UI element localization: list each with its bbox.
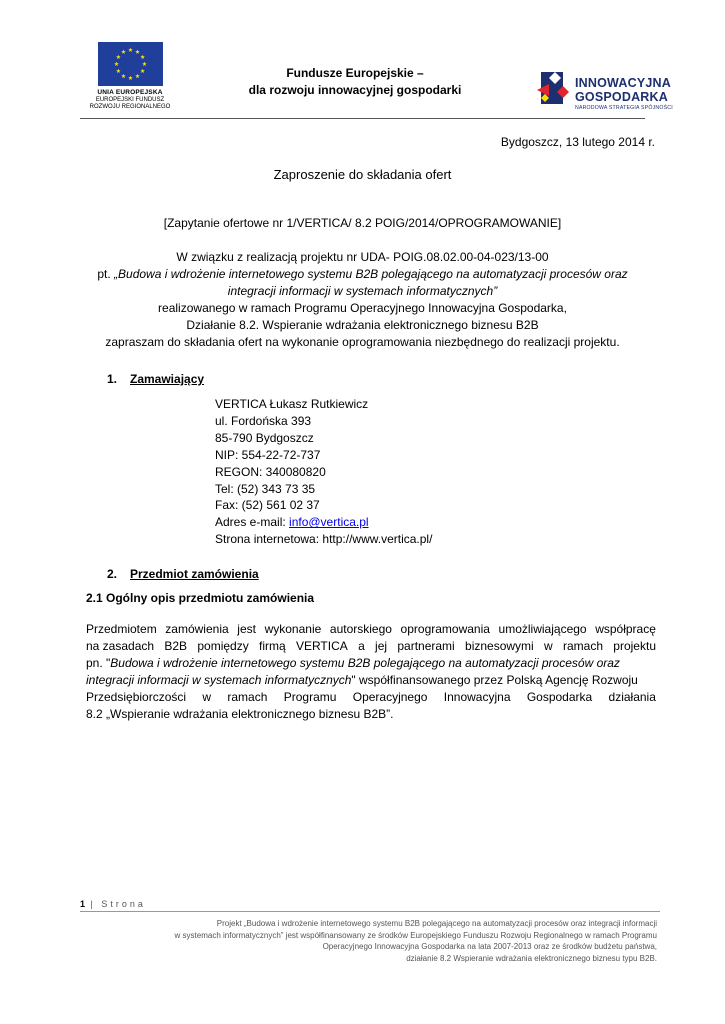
contact-name: VERTICA Łukasz Rutkiewicz xyxy=(215,397,369,411)
paragraph-word: zamówienia xyxy=(165,622,229,636)
paragraph-line-2 xyxy=(86,638,656,655)
eu-flag-icon xyxy=(98,42,163,86)
paragraph-word: Przedmiotem xyxy=(86,622,157,636)
paragraph-word: wykonanie xyxy=(264,622,322,636)
paragraph-word: ramach xyxy=(227,690,268,704)
paragraph-line-4-rest: " współfinansowanego przez Polską Agencję Rozwoju xyxy=(351,673,638,687)
paragraph-word: Operacyjnego xyxy=(352,690,428,704)
paragraph-word: projektu xyxy=(613,639,656,653)
page-number xyxy=(80,899,146,909)
document-date: Bydgoszcz, 13 lutego 2014 r. xyxy=(500,135,655,149)
eu-star-icon xyxy=(114,62,119,66)
paragraph-word: ramach xyxy=(562,639,603,653)
paragraph-word: Innowacyjna xyxy=(443,690,511,704)
eu-star-icon xyxy=(121,74,126,78)
paragraph-word: w xyxy=(202,690,212,704)
paragraph-word: Programu xyxy=(283,690,337,704)
subsection-2-1-heading: 2.1 Ogólny opis przedmiotu zamówienia xyxy=(86,591,315,605)
header-title-line1: Fundusze Europejskie – xyxy=(286,66,424,80)
contact-nip: NIP: 554-22-72-737 xyxy=(215,447,321,462)
header-divider xyxy=(80,118,645,119)
ig-mark-icon xyxy=(535,68,571,108)
paragraph-word: Gospodarka xyxy=(526,690,593,704)
paragraph-line-1 xyxy=(86,621,656,638)
eu-logo-line3: ROZWOJU REGIONALNEGO xyxy=(89,104,171,110)
intro-line-6: zapraszam do składania ofert na wykonanie oprogramowania niezbędnego do realizacji projektu. xyxy=(105,335,620,349)
paragraph-word: pomiędzy xyxy=(197,639,249,653)
section-2-number: 2. xyxy=(107,567,118,581)
paragraph-word: działania xyxy=(608,690,656,704)
paragraph-word: autorskiego xyxy=(329,622,392,636)
section-1-title: Zamawiający xyxy=(130,372,205,386)
eu-star-icon xyxy=(116,69,121,73)
paragraph-word: B2B xyxy=(164,639,188,653)
paragraph-line-4 xyxy=(86,672,656,689)
innowacyjna-gospodarka-logo xyxy=(535,66,685,116)
contact-website: Strona internetowa: http://www.vertica.pl/ xyxy=(215,532,433,547)
intro-line-4: realizowanego w ramach Programu Operacyjnego Innowacyjna Gospodarka, xyxy=(158,301,567,315)
paragraph-line-3 xyxy=(86,655,656,672)
eu-star-icon xyxy=(140,55,145,59)
eu-star-icon xyxy=(116,55,121,59)
paragraph-word: biznesowymi xyxy=(465,639,534,653)
paragraph-line-3-italic: Budowa i wdrożenie internetowego systemu B2B polegającego na automatyzacji procesów oraz xyxy=(110,656,620,670)
eu-star-icon xyxy=(135,49,140,53)
contact-email-row xyxy=(215,514,432,531)
ig-logo-line3: NARODOWA STRATEGIA SPÓJNOŚCI xyxy=(575,105,673,111)
footer-note xyxy=(97,918,657,964)
intro-line-5: Działanie 8.2. Wspieranie wdrażania elektronicznego biznesu B2B xyxy=(186,318,539,332)
eu-star-icon xyxy=(140,69,145,73)
eu-star-icon xyxy=(121,49,126,53)
ig-logo-line2: GOSPODARKA xyxy=(575,90,668,104)
eu-star-icon xyxy=(128,48,133,52)
paragraph-word: partnerami xyxy=(397,639,455,653)
eu-star-icon xyxy=(142,62,147,66)
page-number-value: 1 xyxy=(80,899,86,909)
eu-logo-line1: UNIA EUROPEJSKA xyxy=(97,89,163,96)
paragraph-word: jej xyxy=(375,639,388,653)
eu-logo xyxy=(80,42,180,118)
footer-line-1: Projekt „Budowa i wdrożenie internetowego systemu B2B polegającego na automatyzacji procesów oraz integracji informacji xyxy=(216,919,657,928)
paragraph-word: na zasadach xyxy=(86,639,155,653)
footer-line-3: Operacyjnego Innowacyjna Gospodarka na lata 2007-2013 oraz ze środków budżetu państwa, xyxy=(322,942,657,951)
contact-street: ul. Fordońska 393 xyxy=(215,413,312,428)
contact-email-link[interactable]: info@vertica.pl xyxy=(289,515,369,530)
section-1-number: 1. xyxy=(107,372,118,386)
paragraph-line-3-prefix: pn. " xyxy=(86,656,111,670)
intro-line-2 xyxy=(0,267,725,281)
contact-regon: REGON: 340080820 xyxy=(215,464,326,479)
intro-line-1: W związku z realizacją projektu nr UDA- POIG.08.02.00-04-023/13-00 xyxy=(176,250,549,264)
contact-city: 85-790 Bydgoszcz xyxy=(215,430,314,445)
paragraph-word: jest xyxy=(237,622,256,636)
contact-block xyxy=(215,396,432,548)
paragraph-line-4-italic: integracji informacji w systemach informatycznych xyxy=(86,673,352,687)
page-number-sep: | xyxy=(85,899,102,909)
footer-line-2: w systemach informatycznych” jest współfinansowany ze środków Europejskiego Funduszu Rozwoju Regionalnego w ramach Programu xyxy=(174,930,657,940)
eu-logo-line2: EUROPEJSKI FUNDUSZ xyxy=(95,97,165,103)
paragraph-line-6: 8.2 „Wspieranie wdrażania elektronicznego biznesu B2B”. xyxy=(86,707,394,721)
section-2-heading xyxy=(107,567,259,581)
page-number-label: Strona xyxy=(101,899,146,909)
section-2-title: Przedmiot zamówienia xyxy=(130,567,259,581)
header-title-line2: dla rozwoju innowacyjnej gospodarki xyxy=(248,83,462,97)
intro-line-3: integracji informacji w systemach informatycznych” xyxy=(227,284,498,298)
contact-email-label: Adres e-mail: xyxy=(215,515,290,530)
eu-star-icon xyxy=(128,76,133,80)
paragraph-word: Przedsiębiorczości xyxy=(86,690,187,704)
contact-fax: Fax: (52) 561 02 37 xyxy=(215,498,320,513)
footer-line-4: działanie 8.2 Wspieranie wdrażania elektronicznego biznesu typu B2B. xyxy=(406,953,657,963)
eu-star-icon xyxy=(135,74,140,78)
section-1-heading xyxy=(107,372,204,386)
paragraph-word: współpracę xyxy=(595,622,656,636)
header-title xyxy=(200,65,510,99)
intro-line-2-italic: „Budowa i wdrożenie internetowego systemu B2B polegającego na automatyzacji procesów oraz xyxy=(114,267,628,281)
intro-line-2-prefix: pt. xyxy=(97,267,115,281)
paragraph-word: a xyxy=(358,639,365,653)
description-paragraph xyxy=(86,621,656,723)
paragraph-word: umożliwiającego xyxy=(498,622,587,636)
paragraph-word: oprogramowania xyxy=(400,622,490,636)
paragraph-line-5 xyxy=(86,689,656,706)
paragraph-word: w xyxy=(544,639,553,653)
reference-number: [Zapytanie ofertowe nr 1/VERTICA/ 8.2 POIG/2014/OPROGRAMOWANIE] xyxy=(163,216,562,230)
paragraph-word: VERTICA xyxy=(295,639,348,653)
contact-tel: Tel: (52) 343 73 35 xyxy=(215,481,316,496)
ig-logo-line1: INNOWACYJNA xyxy=(575,76,671,90)
document-title: Zaproszenie do składania ofert xyxy=(273,167,452,182)
paragraph-word: firmą xyxy=(259,639,286,653)
footer-divider xyxy=(80,911,660,912)
